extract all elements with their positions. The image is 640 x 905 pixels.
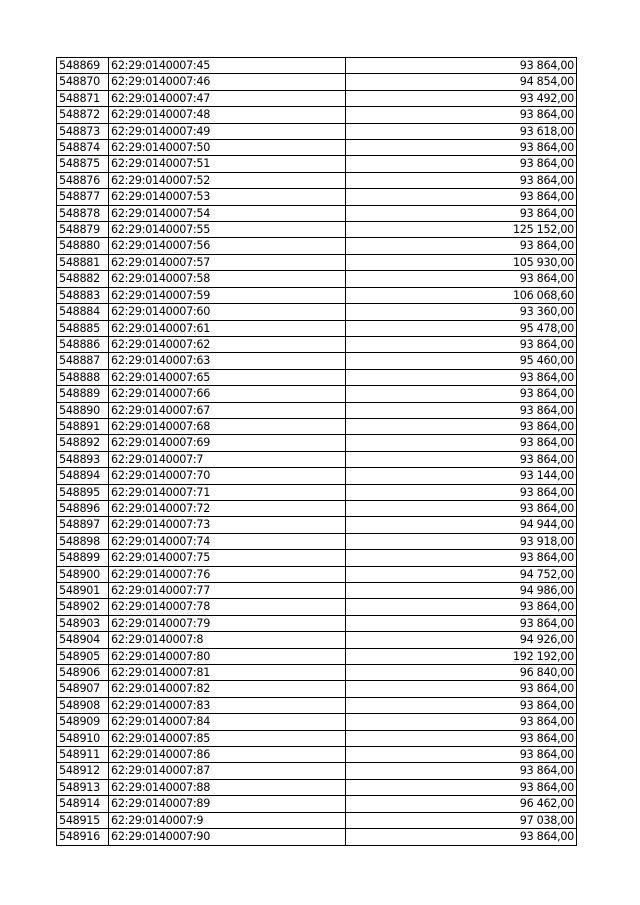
cadastral-value-cell: 93 864,00 [346, 500, 577, 516]
table-row [57, 484, 577, 500]
table-row [57, 500, 577, 516]
cadastral-value-cell: 93 864,00 [346, 140, 577, 156]
cadastral-number-cell: 62:29:0140007:74 [109, 533, 346, 549]
table-row [57, 665, 577, 681]
cadastral-value-cell: 93 864,00 [346, 714, 577, 730]
row-id-cell: 548900 [57, 566, 109, 582]
cadastral-value-cell: 125 152,00 [346, 222, 577, 238]
cadastral-value-cell: 93 864,00 [346, 747, 577, 763]
table-row [57, 517, 577, 533]
cadastral-value-cell: 94 944,00 [346, 517, 577, 533]
cadastral-value-cell: 93 864,00 [346, 386, 577, 402]
table-row [57, 796, 577, 812]
table-row [57, 550, 577, 566]
table-row [57, 812, 577, 828]
cadastral-number-cell: 62:29:0140007:61 [109, 320, 346, 336]
cadastral-number-cell: 62:29:0140007:83 [109, 697, 346, 713]
cadastral-value-cell: 93 864,00 [346, 172, 577, 188]
row-id-cell: 548886 [57, 336, 109, 352]
row-id-cell: 548897 [57, 517, 109, 533]
row-id-cell: 548878 [57, 205, 109, 221]
cadastral-number-cell: 62:29:0140007:52 [109, 172, 346, 188]
cadastral-value-cell: 96 462,00 [346, 796, 577, 812]
table-row [57, 123, 577, 139]
cadastral-value-cell: 95 478,00 [346, 320, 577, 336]
row-id-cell: 548884 [57, 304, 109, 320]
cadastral-number-cell: 62:29:0140007:45 [109, 58, 346, 74]
table-row [57, 386, 577, 402]
cadastral-number-cell: 62:29:0140007:50 [109, 140, 346, 156]
cadastral-value-cell: 94 926,00 [346, 632, 577, 648]
cadastral-value-cell: 93 864,00 [346, 763, 577, 779]
table-row [57, 222, 577, 238]
row-id-cell: 548898 [57, 533, 109, 549]
row-id-cell: 548882 [57, 271, 109, 287]
cadastral-number-cell: 62:29:0140007:70 [109, 468, 346, 484]
row-id-cell: 548892 [57, 435, 109, 451]
table-row [57, 189, 577, 205]
cadastral-value-cell: 93 864,00 [346, 238, 577, 254]
row-id-cell: 548870 [57, 74, 109, 90]
table-row [57, 763, 577, 779]
cadastral-number-cell: 62:29:0140007:73 [109, 517, 346, 533]
cadastral-value-cell: 93 864,00 [346, 189, 577, 205]
row-id-cell: 548883 [57, 287, 109, 303]
row-id-cell: 548881 [57, 254, 109, 270]
row-id-cell: 548894 [57, 468, 109, 484]
cadastral-value-cell: 94 752,00 [346, 566, 577, 582]
cadastral-number-cell: 62:29:0140007:59 [109, 287, 346, 303]
cadastral-number-cell: 62:29:0140007:78 [109, 599, 346, 615]
table-row [57, 74, 577, 90]
cadastral-number-cell: 62:29:0140007:69 [109, 435, 346, 451]
cadastral-value-cell: 93 918,00 [346, 533, 577, 549]
table-row [57, 271, 577, 287]
cadastral-number-cell: 62:29:0140007:90 [109, 829, 346, 845]
cadastral-number-cell: 62:29:0140007:62 [109, 336, 346, 352]
cadastral-number-cell: 62:29:0140007:63 [109, 353, 346, 369]
cadastral-number-cell: 62:29:0140007:71 [109, 484, 346, 500]
table-row [57, 730, 577, 746]
table-row [57, 681, 577, 697]
table-row [57, 418, 577, 434]
row-id-cell: 548903 [57, 615, 109, 631]
row-id-cell: 548912 [57, 763, 109, 779]
table-row [57, 599, 577, 615]
row-id-cell: 548909 [57, 714, 109, 730]
table-row [57, 747, 577, 763]
row-id-cell: 548916 [57, 829, 109, 845]
cadastral-value-cell: 93 864,00 [346, 271, 577, 287]
row-id-cell: 548887 [57, 353, 109, 369]
row-id-cell: 548876 [57, 172, 109, 188]
cadastral-number-cell: 62:29:0140007:79 [109, 615, 346, 631]
table-row [57, 615, 577, 631]
cadastral-value-cell: 93 864,00 [346, 369, 577, 385]
table-row [57, 451, 577, 467]
cadastral-value-cell: 93 864,00 [346, 402, 577, 418]
cadastral-value-cell: 94 986,00 [346, 583, 577, 599]
cadastral-value-cell: 93 864,00 [346, 550, 577, 566]
cadastral-value-cell: 106 068,60 [346, 287, 577, 303]
row-id-cell: 548872 [57, 107, 109, 123]
table-row [57, 779, 577, 795]
row-id-cell: 548873 [57, 123, 109, 139]
cadastral-value-cell: 93 492,00 [346, 90, 577, 106]
table-row [57, 468, 577, 484]
table-row [57, 583, 577, 599]
row-id-cell: 548910 [57, 730, 109, 746]
row-id-cell: 548895 [57, 484, 109, 500]
row-id-cell: 548906 [57, 665, 109, 681]
cadastral-number-cell: 62:29:0140007:84 [109, 714, 346, 730]
row-id-cell: 548871 [57, 90, 109, 106]
table-row [57, 566, 577, 582]
row-id-cell: 548913 [57, 779, 109, 795]
row-id-cell: 548879 [57, 222, 109, 238]
row-id-cell: 548908 [57, 697, 109, 713]
cadastral-value-cell: 93 144,00 [346, 468, 577, 484]
row-id-cell: 548885 [57, 320, 109, 336]
cadastral-number-cell: 62:29:0140007:76 [109, 566, 346, 582]
cadastral-number-cell: 62:29:0140007:65 [109, 369, 346, 385]
table-row [57, 172, 577, 188]
cadastral-number-cell: 62:29:0140007:57 [109, 254, 346, 270]
cadastral-number-cell: 62:29:0140007:56 [109, 238, 346, 254]
cadastral-value-cell: 93 864,00 [346, 107, 577, 123]
cadastral-value-cell: 96 840,00 [346, 665, 577, 681]
cadastral-value-cell: 105 930,00 [346, 254, 577, 270]
row-id-cell: 548880 [57, 238, 109, 254]
cadastral-value-cell: 93 864,00 [346, 484, 577, 500]
cadastral-number-cell: 62:29:0140007:87 [109, 763, 346, 779]
cadastral-number-cell: 62:29:0140007:7 [109, 451, 346, 467]
cadastral-value-cell: 97 038,00 [346, 812, 577, 828]
row-id-cell: 548907 [57, 681, 109, 697]
cadastral-number-cell: 62:29:0140007:46 [109, 74, 346, 90]
table-row [57, 156, 577, 172]
row-id-cell: 548888 [57, 369, 109, 385]
cadastral-value-cell: 93 864,00 [346, 599, 577, 615]
table-row [57, 402, 577, 418]
row-id-cell: 548901 [57, 583, 109, 599]
row-id-cell: 548874 [57, 140, 109, 156]
cadastral-number-cell: 62:29:0140007:8 [109, 632, 346, 648]
cadastral-number-cell: 62:29:0140007:66 [109, 386, 346, 402]
cadastral-value-cell: 192 192,00 [346, 648, 577, 664]
row-id-cell: 548905 [57, 648, 109, 664]
cadastral-value-cell: 93 864,00 [346, 779, 577, 795]
table-row [57, 107, 577, 123]
cadastral-number-cell: 62:29:0140007:48 [109, 107, 346, 123]
cadastral-number-cell: 62:29:0140007:81 [109, 665, 346, 681]
cadastral-value-cell: 93 864,00 [346, 451, 577, 467]
table-row [57, 254, 577, 270]
cadastral-number-cell: 62:29:0140007:47 [109, 90, 346, 106]
cadastral-number-cell: 62:29:0140007:55 [109, 222, 346, 238]
table-row [57, 90, 577, 106]
cadastral-value-cell: 93 864,00 [346, 697, 577, 713]
row-id-cell: 548896 [57, 500, 109, 516]
cadastral-value-cell: 93 618,00 [346, 123, 577, 139]
cadastral-number-cell: 62:29:0140007:49 [109, 123, 346, 139]
cadastral-number-cell: 62:29:0140007:67 [109, 402, 346, 418]
row-id-cell: 548911 [57, 747, 109, 763]
cadastral-number-cell: 62:29:0140007:89 [109, 796, 346, 812]
cadastral-number-cell: 62:29:0140007:9 [109, 812, 346, 828]
table-row [57, 336, 577, 352]
row-id-cell: 548893 [57, 451, 109, 467]
table-row [57, 829, 577, 845]
table-row [57, 205, 577, 221]
row-id-cell: 548889 [57, 386, 109, 402]
cadastral-number-cell: 62:29:0140007:68 [109, 418, 346, 434]
table-row [57, 435, 577, 451]
table-row [57, 353, 577, 369]
row-id-cell: 548915 [57, 812, 109, 828]
cadastral-value-cell: 93 864,00 [346, 829, 577, 845]
table-row [57, 697, 577, 713]
cadastral-number-cell: 62:29:0140007:53 [109, 189, 346, 205]
row-id-cell: 548899 [57, 550, 109, 566]
row-id-cell: 548890 [57, 402, 109, 418]
cadastral-value-cell: 93 864,00 [346, 205, 577, 221]
row-id-cell: 548904 [57, 632, 109, 648]
table-row [57, 714, 577, 730]
cadastral-number-cell: 62:29:0140007:80 [109, 648, 346, 664]
table-row [57, 320, 577, 336]
table-row [57, 648, 577, 664]
table-row [57, 304, 577, 320]
cadastral-number-cell: 62:29:0140007:77 [109, 583, 346, 599]
table-row [57, 140, 577, 156]
cadastral-number-cell: 62:29:0140007:58 [109, 271, 346, 287]
table-row [57, 238, 577, 254]
cadastral-number-cell: 62:29:0140007:72 [109, 500, 346, 516]
table-row [57, 287, 577, 303]
row-id-cell: 548914 [57, 796, 109, 812]
cadastral-value-cell: 93 864,00 [346, 418, 577, 434]
cadastral-value-cell: 93 864,00 [346, 730, 577, 746]
cadastral-value-cell: 93 864,00 [346, 58, 577, 74]
cadastral-number-cell: 62:29:0140007:85 [109, 730, 346, 746]
table-row [57, 369, 577, 385]
cadastral-number-cell: 62:29:0140007:54 [109, 205, 346, 221]
table-row [57, 533, 577, 549]
table-body [57, 58, 577, 846]
cadastral-value-cell: 93 864,00 [346, 336, 577, 352]
cadastral-value-cell: 93 864,00 [346, 615, 577, 631]
row-id-cell: 548902 [57, 599, 109, 615]
cadastral-value-cell: 94 854,00 [346, 74, 577, 90]
row-id-cell: 548877 [57, 189, 109, 205]
cadastral-number-cell: 62:29:0140007:86 [109, 747, 346, 763]
cadastral-number-cell: 62:29:0140007:51 [109, 156, 346, 172]
row-id-cell: 548875 [57, 156, 109, 172]
cadastral-value-cell: 93 360,00 [346, 304, 577, 320]
table-row [57, 632, 577, 648]
cadastral-value-cell: 93 864,00 [346, 435, 577, 451]
cadastral-value-table [56, 57, 577, 846]
row-id-cell: 548891 [57, 418, 109, 434]
cadastral-number-cell: 62:29:0140007:88 [109, 779, 346, 795]
row-id-cell: 548869 [57, 58, 109, 74]
table-row [57, 58, 577, 74]
cadastral-number-cell: 62:29:0140007:82 [109, 681, 346, 697]
cadastral-number-cell: 62:29:0140007:60 [109, 304, 346, 320]
cadastral-value-cell: 95 460,00 [346, 353, 577, 369]
cadastral-value-cell: 93 864,00 [346, 681, 577, 697]
cadastral-number-cell: 62:29:0140007:75 [109, 550, 346, 566]
cadastral-value-cell: 93 864,00 [346, 156, 577, 172]
